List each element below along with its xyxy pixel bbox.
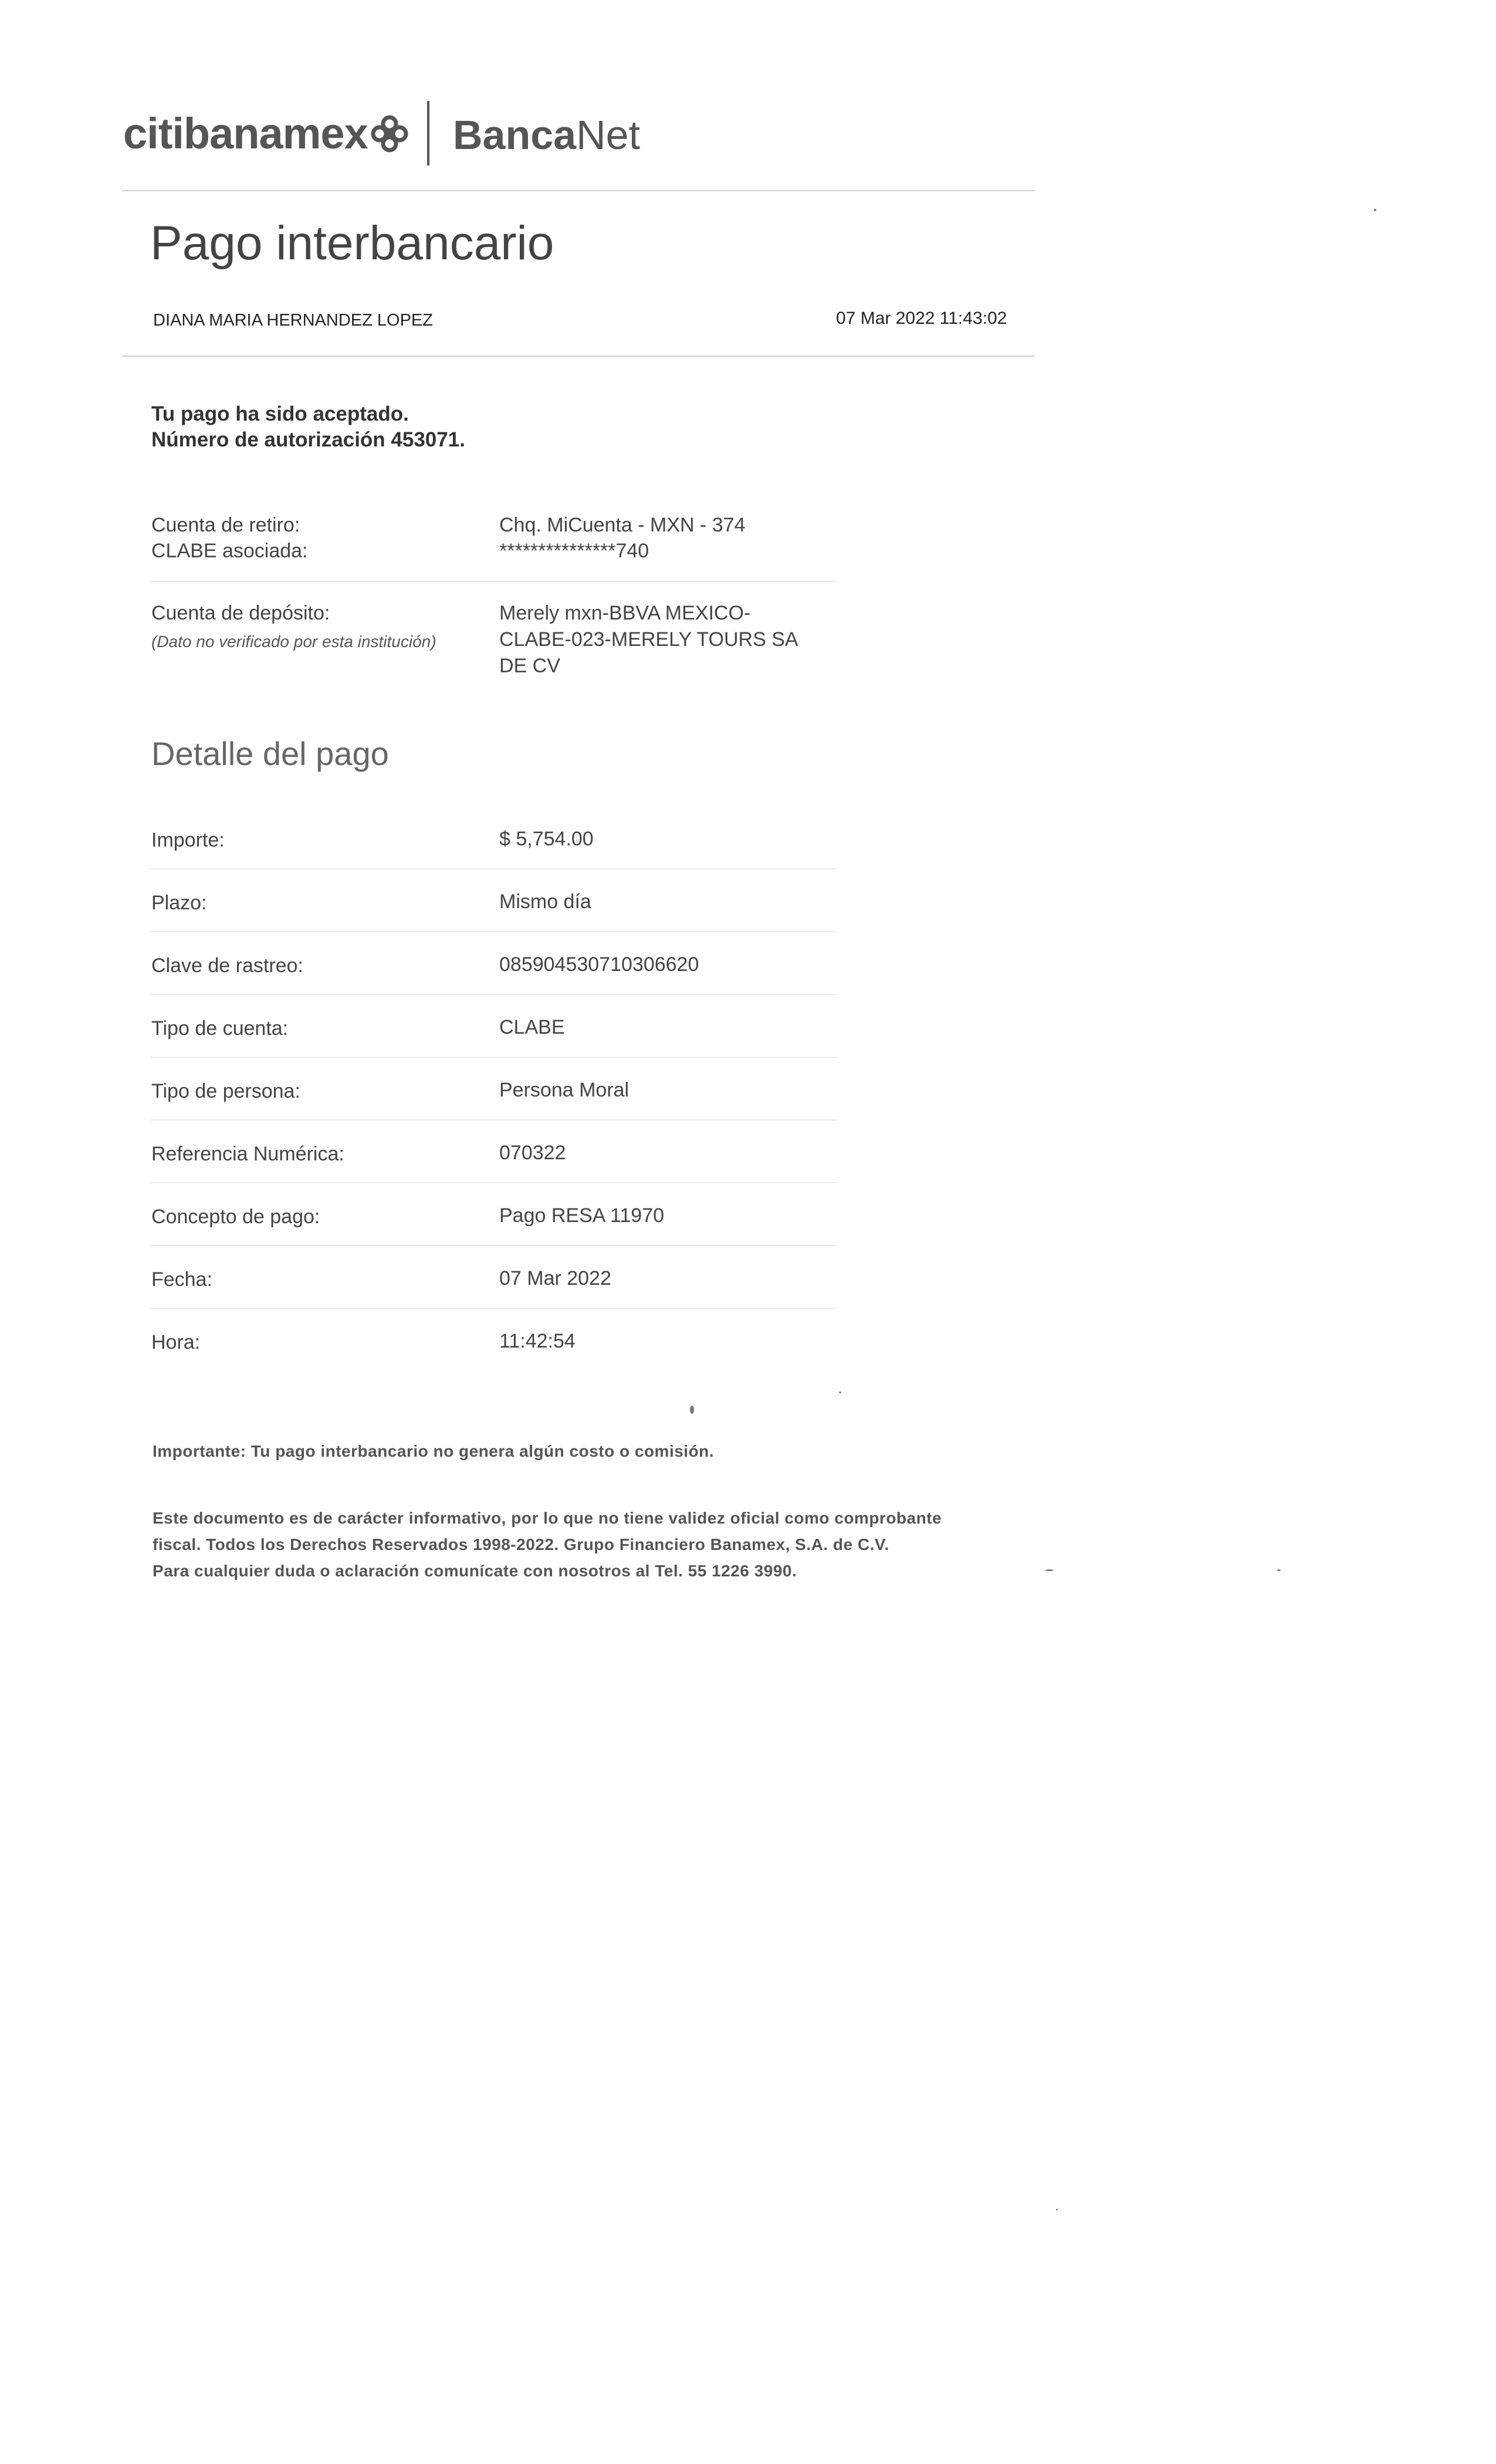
scan-speck xyxy=(1045,1569,1054,1571)
detail-label-amount: Importe: xyxy=(151,829,225,851)
deposit-account-value-line-3: DE CV xyxy=(499,655,560,677)
title-divider xyxy=(122,356,1035,357)
deposit-account-value-line-2: CLABE-023-MERELY TOURS SA xyxy=(499,628,798,651)
receipt-timestamp: 07 Mar 2022 11:43:02 xyxy=(836,309,1007,328)
payment-detail-title: Detalle del pago xyxy=(151,735,389,772)
detail-divider xyxy=(150,1182,837,1183)
detail-value-numeric-reference: 070322 xyxy=(499,1142,566,1164)
disclaimer-line-2: fiscal. Todos los Derechos Reservados 1998-2022. Grupo Financiero Banamex, S.A. de C.V. xyxy=(153,1535,889,1553)
detail-value-account-type: CLABE xyxy=(499,1016,565,1038)
bancanet-bold-text: Banca xyxy=(453,112,577,158)
disclaimer-line-3: Para cualquier duda o aclaración comunícate con nosotros al Tel. 55 1226 3990. xyxy=(153,1562,797,1580)
header-divider xyxy=(122,190,1035,191)
detail-label-time: Hora: xyxy=(151,1331,201,1353)
deposit-account-label: Cuenta de depósito: xyxy=(151,602,330,624)
withdraw-account-value: Chq. MiCuenta - MXN - 374 xyxy=(499,514,746,536)
detail-divider xyxy=(150,931,837,932)
important-note: Importante: Tu pago interbancario no genera algún costo o comisión. xyxy=(153,1442,715,1460)
detail-label-date: Fecha: xyxy=(151,1268,212,1291)
accounts-divider xyxy=(150,581,837,582)
detail-label-payment-concept: Concepto de pago: xyxy=(151,1206,320,1228)
detail-divider xyxy=(150,1057,837,1058)
detail-label-numeric-reference: Referencia Numérica: xyxy=(151,1143,344,1165)
scan-speck xyxy=(839,1392,841,1393)
detail-label-tracking-key: Clave de rastreo: xyxy=(151,955,303,977)
bancanet-logo xyxy=(453,111,640,158)
detail-label-person-type: Tipo de persona: xyxy=(151,1080,300,1102)
deposit-account-value-line-1: Merely mxn-BBVA MEXICO- xyxy=(499,602,751,624)
disclaimer-line-1: Este documento es de carácter informativo, por lo que no tiene validez oficial como comprobante xyxy=(153,1509,942,1527)
logo-citi-text: citi xyxy=(123,109,184,158)
clabe-label: CLABE asociada: xyxy=(151,540,308,562)
scan-speck xyxy=(690,1406,694,1414)
authorization-number: Número de autorización 453071. xyxy=(151,428,465,451)
detail-value-term: Mismo día xyxy=(499,891,591,913)
scan-speck xyxy=(1277,1569,1281,1571)
detail-value-time: 11:42:54 xyxy=(499,1330,576,1352)
logo-banamex-text: banamex xyxy=(183,109,368,158)
detail-label-term: Plazo: xyxy=(151,892,207,914)
detail-value-payment-concept: Pago RESA 11970 xyxy=(499,1204,665,1227)
deposit-account-note: (Dato no verificado por esta institución) xyxy=(151,632,436,651)
logo-divider xyxy=(427,101,429,165)
bancanet-regular-text: Net xyxy=(576,112,641,158)
detail-divider xyxy=(150,994,837,995)
clabe-value: ***************740 xyxy=(499,540,649,562)
client-name: DIANA MARIA HERNANDEZ LOPEZ xyxy=(153,311,433,330)
withdraw-account-label: Cuenta de retiro: xyxy=(151,514,300,536)
detail-divider xyxy=(150,868,837,869)
detail-value-date: 07 Mar 2022 xyxy=(499,1267,611,1289)
detail-divider xyxy=(150,1308,837,1309)
scan-speck xyxy=(1374,209,1376,211)
detail-value-tracking-key: 085904530710306620 xyxy=(499,953,699,976)
banamex-flower-icon xyxy=(370,114,409,153)
scan-speck xyxy=(1056,2209,1058,2211)
detail-label-account-type: Tipo de cuenta: xyxy=(151,1017,289,1040)
detail-value-person-type: Persona Moral xyxy=(499,1079,629,1101)
detail-divider xyxy=(150,1119,837,1121)
detail-value-amount: $ 5,754.00 xyxy=(499,828,594,850)
payment-accepted-message: Tu pago ha sido aceptado. xyxy=(151,402,409,425)
page-title: Pago interbancario xyxy=(150,216,554,270)
citibanamex-logo xyxy=(123,109,409,158)
detail-divider xyxy=(150,1245,837,1246)
